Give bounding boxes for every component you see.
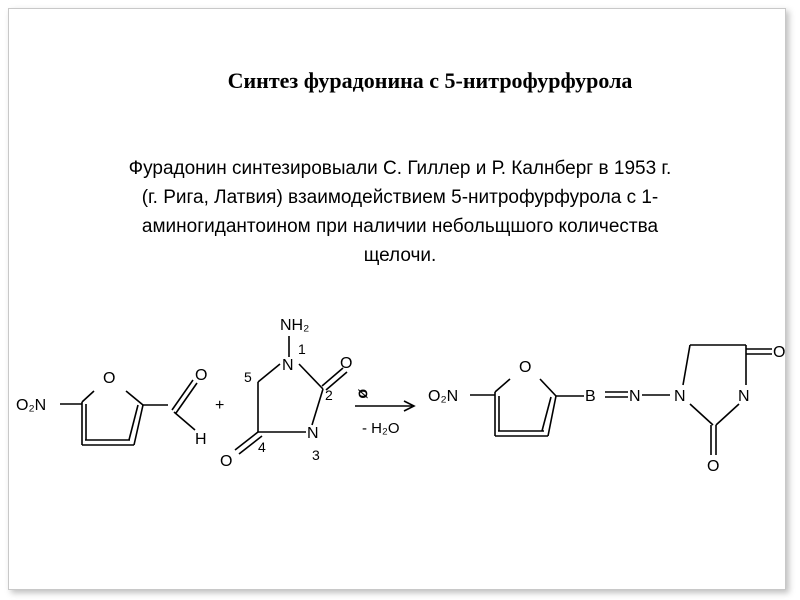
description-paragraph — [30, 154, 770, 270]
position-label-2: 2 — [325, 387, 333, 403]
water-elimination: - H₂O — [362, 420, 400, 437]
position-label-5: 5 — [244, 369, 252, 385]
position-label-4: 4 — [258, 439, 266, 455]
nitro-group-left: O₂N — [16, 397, 47, 414]
paragraph-line-1: Фурадонин синтезировыали С. Гиллер и Р. Калнберг в 1953 г. — [128, 158, 672, 179]
catalyst-symbol: ᴓ — [358, 385, 368, 402]
position-label-1: 1 — [298, 341, 306, 357]
bond-co-double-1 — [172, 380, 193, 410]
hydantoin-n3: N — [307, 425, 319, 442]
product-hydantoin-n1: N — [674, 388, 686, 405]
product-oxygen-top: O — [773, 344, 786, 361]
product-oxygen-bottom: O — [707, 458, 720, 475]
furan-ring-left — [82, 391, 143, 445]
product-hydantoin-n3: N — [738, 388, 750, 405]
slide-title: Синтез фурадонина с 5-нитрофурфурола — [227, 68, 633, 93]
position-label-3: 3 — [312, 447, 320, 463]
bond-co-double-2 — [176, 383, 197, 413]
reaction-scheme — [0, 290, 800, 490]
paragraph-line-3: аминогидантоином при наличии небольщшого количества — [141, 216, 659, 237]
paragraph-line-2: (г. Рига, Латвия) взаимодействием 5-нитрофурфурола с 1- — [141, 187, 659, 208]
hydantoin-ring-right — [683, 345, 772, 455]
bond-ch — [174, 412, 195, 430]
furan-ring-right — [495, 379, 556, 436]
aldehyde-hydrogen: H — [195, 431, 207, 448]
hydantoin-oxygen-2: O — [340, 355, 353, 372]
amino-group: NH₂ — [280, 317, 310, 334]
hydantoin-n1: N — [282, 357, 294, 374]
aldehyde-oxygen: O — [195, 367, 208, 384]
paragraph-line-4: щелочи. — [363, 245, 437, 266]
furan-oxygen-left: O — [103, 370, 116, 387]
plus-sign: + — [215, 397, 225, 414]
hydantoin-oxygen-4: O — [220, 453, 233, 470]
furan-oxygen-right: O — [519, 359, 532, 376]
product-imine-n: N — [629, 388, 641, 405]
nitro-group-right: O₂N — [428, 388, 459, 405]
product-b-atom: B — [585, 388, 596, 405]
